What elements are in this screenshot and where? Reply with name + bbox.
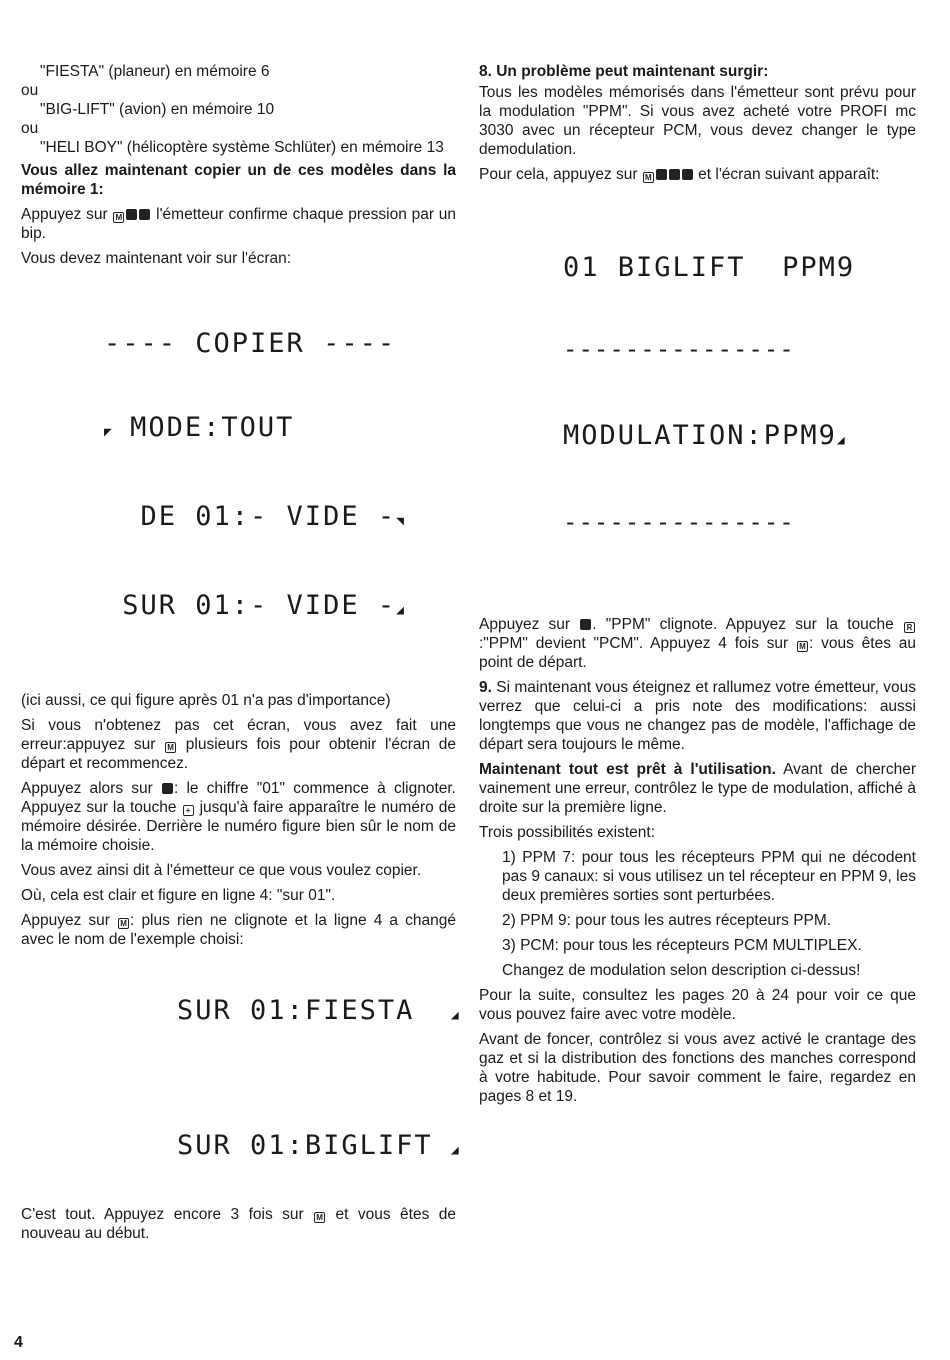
triangle-up-right-icon: ◥ <box>396 514 404 529</box>
list-item: 3) PCM: pour tous les récepteurs PCM MULTIPLEX. <box>502 937 862 954</box>
triangle-down-right-icon: ◢ <box>836 433 845 448</box>
lcd-line-4-text: SUR 01:- VIDE - <box>104 590 397 621</box>
m-key-icon: M <box>118 918 129 929</box>
text: et vous êtes de nouveau au début. <box>21 1206 457 1242</box>
right-column <box>479 62 916 1112</box>
lcd-sur-biglift-text: SUR 01:BIGLIFT <box>177 1130 433 1161</box>
key-down-right-icon <box>162 783 173 794</box>
para-pret <box>479 760 916 817</box>
line-fiesta: "FIESTA" (planeur) en mémoire 6 <box>40 63 270 80</box>
text: jusqu'à faire apparaître le numéro de mémoire désirée. Derrière le numéro figure bien sûr le nom de la mémoire choisie. <box>21 799 457 854</box>
para-devez-voir: Vous devez maintenant voir sur l'écran: <box>21 250 292 267</box>
m-key-icon: M <box>643 172 654 183</box>
text: : vous êtes au point de départ. <box>479 635 916 671</box>
triangle-up-left-icon: ◤ <box>104 425 112 440</box>
text: Pour cela, appuyez sur <box>479 166 638 183</box>
para-cest-tout <box>21 1205 456 1243</box>
text: C'est tout. Appuyez encore 3 fois sur <box>21 1206 304 1223</box>
text: Avant de chercher vainement une erreur, contrôlez le type de modulation, affiché à droite sur la première ligne. <box>479 761 916 816</box>
text: Si maintenant vous éteignez et rallumez votre émetteur, vous verrez que celui-ci a pris note des modifications: aussi longtemps que vous ne changez pas de modèle, l'affichage de départ sera toujours le même. <box>479 679 916 753</box>
text: Si vous n'obtenez pas cet écran, vous avez fait une erreur:appuyez sur <box>21 717 456 753</box>
lcd-line-2 <box>104 414 456 447</box>
para-appuyez-alors <box>21 779 456 855</box>
para-changez: Changez de modulation selon description ci-dessus! <box>502 962 861 979</box>
lcd-modulation-text: MODULATION:PPM9 <box>563 420 837 451</box>
num-9: 9. <box>479 679 492 696</box>
left-column <box>21 62 459 1249</box>
m-key-icon: M <box>113 212 124 223</box>
text: Appuyez sur <box>479 616 571 633</box>
heading-8-text: 8. Un problème peut maintenant surgir: <box>479 63 769 80</box>
text: Appuyez sur <box>21 206 108 223</box>
para-appuyez-1 <box>21 205 456 243</box>
para-pour-cela <box>479 165 916 184</box>
lcd-line-4 <box>104 592 456 625</box>
para-9 <box>479 678 916 754</box>
para-si-vous <box>21 716 456 773</box>
plus-key-icon: + <box>183 805 194 816</box>
lcd-sur-fiesta <box>21 969 459 1058</box>
para-ainsi-dit: Vous avez ainsi dit à l'émetteur ce que vous voulez copier. <box>21 862 422 879</box>
text: Appuyez sur <box>21 912 110 929</box>
lcd-sur-biglift <box>21 1104 459 1193</box>
text: . "PPM" clignote. Appuyez sur la touche <box>592 616 894 633</box>
text: plusieurs fois pour obtenir l'écran de départ et recommencez. <box>21 736 457 772</box>
para-plus-rien <box>21 911 456 949</box>
r-key-icon: R <box>904 622 915 633</box>
lcd-modulation-screen <box>479 198 916 589</box>
list-item: 2) PPM 9: pour tous les autres récepteurs PPM. <box>502 912 832 929</box>
heading-8 <box>479 62 916 81</box>
para-pour-la-suite: Pour la suite, consultez les pages 20 à 24 pour voir ce que vous pouvez faire avec votre modèle. <box>479 987 916 1023</box>
para-trois: Trois possibilités existent: <box>479 824 656 841</box>
key-down-right-icon <box>580 619 591 630</box>
lcd-line-3-text: DE 01:- VIDE - <box>104 501 397 532</box>
lcd-line-1: ---- COPIER ---- <box>104 328 397 359</box>
triangle-down-right-icon: ◢ <box>450 1008 459 1023</box>
text: et l'écran suivant apparaît: <box>698 166 880 183</box>
lcd-modulation-line <box>563 422 916 455</box>
triangle-down-right-icon: ◢ <box>396 603 404 618</box>
ou-2: ou <box>21 120 39 137</box>
bold-copy-text: Vous allez maintenant copier un de ces modèles dans la mémoire 1: <box>21 162 456 198</box>
m-key-icon: M <box>165 742 176 753</box>
key-down-left-icon <box>126 209 137 220</box>
lcd-line-3 <box>104 503 456 536</box>
para-avant-foncer: Avant de foncer, contrôlez si vous avez activé le crantage des gaz et si la distribution des fonctions des manches correspond à votre habitude. Pour savoir comment le faire, regardez en pages 8 et 19. <box>479 1031 916 1105</box>
ou-1: ou <box>21 82 39 99</box>
lcd-line-2-text: MODE:TOUT <box>111 412 295 443</box>
text: Appuyez alors sur <box>21 780 153 797</box>
key-down-right-icon <box>656 169 667 180</box>
line-heliboy: "HELI BOY" (hélicoptère système Schlüter) en mémoire 13 <box>40 139 444 156</box>
bold-pret: Maintenant tout est prêt à l'utilisation. <box>479 761 776 778</box>
line-biglift: "BIG-LIFT" (avion) en mémoire 10 <box>40 101 275 118</box>
key-down-right-icon <box>669 169 680 180</box>
page-number: 4 <box>14 1334 23 1351</box>
lcd-sur-fiesta-text: SUR 01:FIESTA <box>177 995 415 1026</box>
m-key-icon: M <box>797 641 808 652</box>
text: l'émetteur confirme chaque pression par un bip. <box>21 206 456 242</box>
para-ou-cela: Où, cela est clair et figure en ligne 4: "sur 01". <box>21 887 336 904</box>
lcd-dashes-1: --------------- <box>563 335 795 363</box>
text: : plus rien ne clignote et la ligne 4 a changé avec le nom de l'exemple choisi: <box>21 912 456 948</box>
lcd-dashes-2: --------------- <box>563 508 795 536</box>
triangle-down-right-icon: ◢ <box>450 1143 459 1158</box>
para-ici-aussi: (ici aussi, ce qui figure après 01 n'a pas d'importance) <box>21 692 391 709</box>
para-tous-les: Tous les modèles mémorisés dans l'émetteur sont prévu pour la modulation "PPM". Si vous avez acheté votre PROFI mc 3030 avec un récepteur PCM, vous devez changer le type demodulation. <box>479 84 916 158</box>
key-up-right-icon <box>139 209 150 220</box>
lcd-biglift-line: 01 BIGLIFT PPM9 <box>563 252 856 283</box>
list-item: 1) PPM 7: pour tous les récepteurs PPM qui ne décodent pas 9 canaux: si vous utilisez un tel récepteur en PPM 9, les deux premières sorties sont perturbées. <box>502 849 916 904</box>
m-key-icon: M <box>314 1212 325 1223</box>
bold-copy-heading <box>21 161 456 199</box>
lcd-copier-screen <box>21 274 456 681</box>
key-down-right-icon <box>682 169 693 180</box>
text: : le chiffre "01" commence à clignoter. Appuyez sur la touche <box>21 780 456 816</box>
text: :"PPM" devient "PCM". Appuyez 4 fois sur <box>479 635 789 652</box>
para-ppm-clignote <box>479 615 916 672</box>
